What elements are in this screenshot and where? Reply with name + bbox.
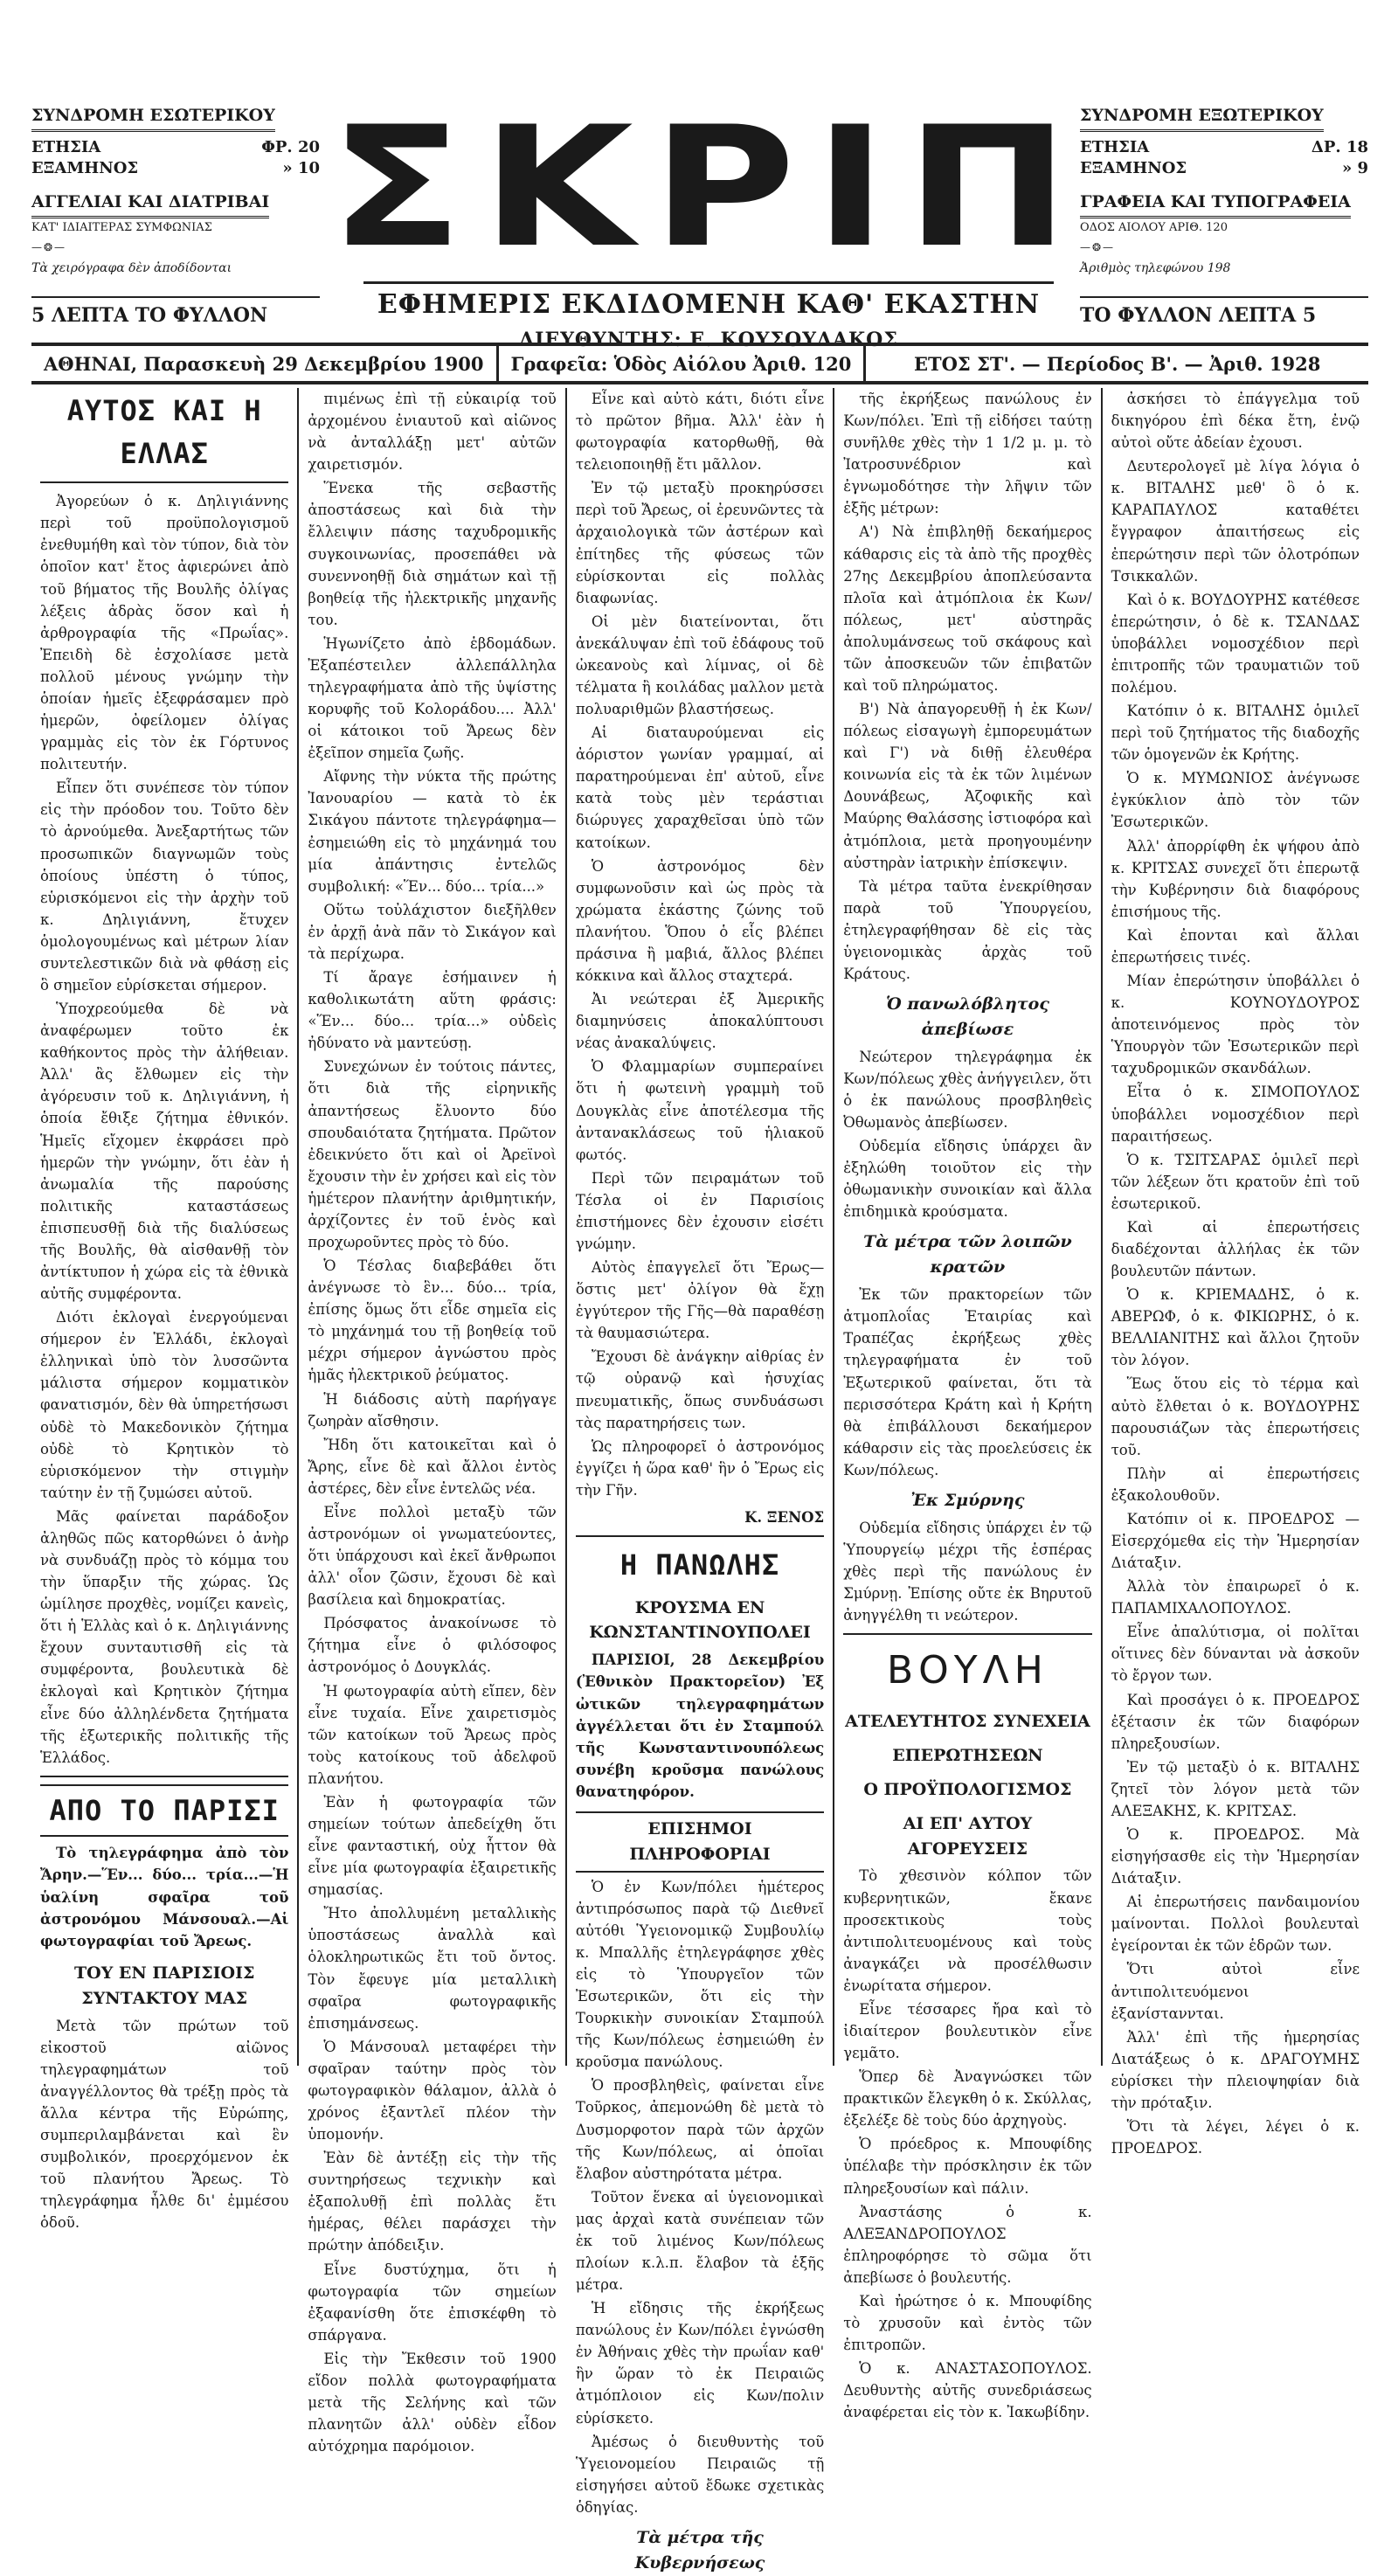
paragraph: Ἐκ τῶν πρακτορείων τῶν ἀτμοπλοΐας Ἑταιρίας καὶ Τραπέζας ἐκρήξεως χθὲς τηλεγραφήματα ἐν τοῦ Ἐξωτερικοῦ φαίνεται, ὅτι τὰ περισσότερα Κράτη καὶ ἡ Κρήτη θὰ ἐπιβάλλουσι δεκαήμερον κάθαρσιν εἰς τὰς προελεύσεις ἐκ Κων/πόλεως.: [843, 1286, 1092, 1478]
issue-price-left: 5 ΛΕΠΤΑ ΤΟ ΦΥΛΛΟΝ: [31, 296, 320, 329]
divider: [40, 481, 288, 483]
article-subheading: ΚΡΟΥΣΜΑ ΕΝ ΚΩΝΣΤΑΝΤΙΝΟΥΠΟΛΕΙ: [589, 1597, 811, 1643]
paragraph: Ὁ ἐν Κων/πόλει ἡμέτερος ἀντιπρόσωπος παρὰ τῷ Διεθνεῖ αὐτόθι Ὑγειονομικῷ Συμβουλίῳ κ. Μπαλλῆς ἐτηλεγράφησε χθὲς εἰς τὸ Ὑπουργεῖον τῶν Ἐσωτερικῶν, ὅτι εἰς τὴν Τουρκικὴν συνοικίαν Σταμπούλ τῆς Κων/πόλεως ἐσημειώθη ἐν κροῦσμα πανώλους.: [575, 1878, 825, 2071]
paragraph: Ἀλλ' ἀπορρίφθη ἐκ ψήφου ἀπὸ κ. ΚΡΙΤΣΑΣ συνεχεῖ ὅτι ἐπερωτᾷ τὴν Κυβέρνησιν διὰ διαφόρους ἐπισήμους τῆς.: [1111, 837, 1360, 920]
subscription-domestic-box: [31, 105, 320, 329]
paragraph: Πλὴν αἱ ἐπερωτήσεις ἐξακολουθοῦν.: [1111, 1465, 1360, 1504]
semiannual-label: ΕΞΑΜΗΝΟΣ: [31, 158, 139, 177]
paragraph: Νεώτερον τηλεγράφημα ἐκ Κων/πόλεως χθὲς ἀνήγγειλεν, ὅτι ὁ ἐκ πανώλους προσβληθεὶς Ὀθωμανὸς ἀπεβίωσεν.: [843, 1048, 1092, 1132]
issue-number: ΕΤΟΣ ΣΤ'. — Περίοδος Β'. — Ἀριθ. 1928: [914, 352, 1321, 375]
column-2: [299, 388, 566, 2455]
parliament-headline: ΒΟΥΛΗ: [886, 1648, 1048, 1693]
paragraph: Ὁ κ. ΤΣΙΤΣΑΡΑΣ ὁμιλεῖ περὶ τῶν λέξεων ὅτι κρατοῦν ἐπὶ τοῦ ἐσωτερικοῦ.: [1111, 1151, 1360, 1212]
column-3: [567, 388, 834, 2573]
paragraph: Εἶνε ἀπαλύτισμα, οἱ πολῖται οἵτινες δὲν δύνανται νὰ ἀσκοῦν τὸ ἔργον των.: [1111, 1624, 1360, 1685]
paragraph: Οὐδεμία εἴδησις ὑπάρχει ἂν ἐξηλώθη τοιοῦτον εἰς τὴν ὀθωμανικὴν συνοικίαν καὶ ἄλλα ἐπιδημικὰ κρούσματα.: [843, 1138, 1092, 1221]
paragraph: Οὐδεμία εἴδησις ὑπάρχει ἐν τῷ Ὑπουργείῳ μέχρι τῆς ἑσπέρας χθὲς περὶ τῆς πανώλους ἐν Σμύρνῃ. Ἐπίσης οὔτε ἐκ Βηρυτοῦ ἀνηγγέλθη τι νεώτερον.: [843, 1519, 1092, 1624]
paragraph: Εἶνε πολλοὶ μεταξὺ τῶν ἀστρονόμων οἱ γνωματεύοντες, ὅτι ὑπάρχουσι καὶ ἐκεῖ ἄνθρωποι ἀλλ' οἷον ζῶσιν, ἔχουσι δὲ καὶ βασίλεια καὶ δημοκρατίας.: [308, 1503, 557, 1609]
subscription-foreign-box: [1080, 105, 1368, 329]
article-subheading: ΤΟΥ ΕΝ ΠΑΡΙΣΙΟΙΣ ΣΥΝΤΑΚΤΟΥ ΜΑΣ: [74, 1963, 255, 2008]
paragraph: Ὁ πρόεδρος κ. Μπουφίδης ὑπέλαβε τὴν πρόσκλησιν ἐκ τῶν πληρεξουσίων καὶ πάλιν.: [843, 2136, 1092, 2197]
paragraph: Τοῦτον ἕνεκα αἱ ὑγειονομικαὶ μας ἀρχαὶ κατὰ συνέπειαν τῶν ἐκ τοῦ λιμένος Κων/πόλεως πλοίων κ.λ.π. ἔλαβον τὰ ἑξῆς μέτρα.: [575, 2188, 825, 2294]
paragraph: Καὶ ὁ κ. ΒΟΥΔΟΥΡΗΣ κατέθεσε ἐπερώτησιν, ὁ δὲ κ. ΤΣΑΝΔΑΣ ὑποβάλλει νομοσχέδιον περὶ ἐπιτροπῆς τῶν τραυματιῶν τοῦ πολέμου.: [1111, 591, 1360, 696]
paragraph: Πρόσφατος ἀνακοίνωσε τὸ ζήτημα εἶνε ὁ φιλόσοφος ἀστρονόμος ὁ Δουγκλάς.: [308, 1615, 557, 1676]
subscription-domestic-heading: ΣΥΝΔΡΟΜΗ ΕΣΩΤΕΡΙΚΟΥ: [31, 105, 275, 132]
paragraph: Ἐν τῷ μεταξὺ ὁ κ. ΒΙΤΑΛΗΣ ζητεῖ τὸν λόγον μετὰ τῶν ΑΛΕΞΑΚΗΣ, Κ. ΚΡΙΤΣΑΣ.: [1111, 1758, 1360, 1819]
paragraph: Ἤδη ὅτι κατοικεῖται καὶ ὁ Ἄρης, εἶνε δὲ καὶ ἄλλοι ἐντὸς ἀστέρες, δὲν εἶνε ἐντελῶς νέα.: [308, 1436, 557, 1497]
paragraph: τῆς ἐκρήξεως πανώλους ἐν Κων/πόλει. Ἐπὶ τῇ εἰδήσει ταύτῃ συνῆλθε χθὲς τὴν 1 1/2 μ. μ. τὸ Ἰατροσυνέδριον καὶ ἐγνωμοδότησε τὴν λῆψιν τῶν ἑξῆς μέτρων:: [843, 391, 1092, 517]
column-4: [834, 388, 1102, 2421]
subscription-annual-row: [31, 137, 320, 158]
manuscripts-note: Τὰ χειρόγραφα δὲν ἀποδίδονται: [31, 260, 232, 275]
article-lead: ΠΑΡΙΣΙΟΙ, 28 Δεκεμβρίου (Ἐθνικὸν Πρακτορεῖον) Ἐξ ὠτικῶν τηλεγραφημάτων ἀγγέλλεται ὅτι ἐν Σταμπούλ τῆς Κωνσταντινουπόλεως συνέβη κροῦσμα πανώλους θανατηφόρον.: [575, 1652, 825, 1800]
article-headline: ΑΥΤΟΣ ΚΑΙ Η ΕΛΛΑΣ: [66, 394, 262, 470]
section-subheading: Τὰ μέτρα τῶν λοιπῶν κρατῶν: [863, 1232, 1072, 1278]
paragraph: Ἡ διάδοσις αὐτὴ παρήγαγε ζωηρὰν αἴσθησιν.: [308, 1390, 557, 1430]
paragraph: Μᾶς φαίνεται παράδοξον ἀληθῶς πῶς κατορθώνει ὁ ἀνὴρ νὰ συνδυάζῃ πρὸς τὸ κόμμα του τὴν ὕπαρξιν τῆς χώρας. Ὡς ὡμίλησε προχθὲς, νομίζει κανεὶς, ὅτι ἡ Ἑλλὰς καὶ ὁ κ. Δηλιγιάννης ἔχουν συνταυτισθῆ εἰς τὰ συμφέροντα, βουλευτικὰ δὲ ἐκλογαὶ καὶ Κρητικὸν ζήτημα εἶνε δύο ἀλληλένδετα ζητήματα τῆς ἐξωτερικῆς πολιτικῆς τῆς Ἑλλάδος.: [40, 1507, 289, 1766]
paragraph: Ἀμέσως ὁ διευθυντὴς τοῦ Ὑγειονομείου Πειραιῶς τῇ εἰσηγήσει αὐτοῦ ἔδωκε σχετικὰς ὁδηγίας.: [575, 2433, 825, 2516]
issue-price-right: ΤΟ ΦΥΛΛΟΝ ΛΕΠΤΑ 5: [1080, 296, 1368, 329]
paragraph: Διότι ἐκλογαὶ ἐνεργούμεναι σήμερον ἐν Ἑλλάδι, ἐκλογαὶ ἑλληνικαὶ ὑπὸ τὸν λυσσῶντα μάλιστα σήμερον κομματικὸν φανατισμόν, δὲν θὰ ὑπηρετήσωσι οὐδὲ τὸ Μακεδονικὸν ζήτημα οὐδὲ τὸ Κρητικὸν τὸ εὑρισκόμενον τὴν στιγμὴν ταύτην ἐν τῇ ζυμώσει αὐτοῦ.: [40, 1309, 289, 1501]
foreign-semiannual-row: [1080, 158, 1368, 179]
column-1: [31, 388, 299, 2232]
article-lead: Τὸ τηλεγράφημα ἀπὸ τὸν Ἄρην.—Ἕν... δύο... τρία...—Ἡ ὑαλίνη σφαῖρα τοῦ ἀστρονόμου Μάνσουαλ.—Αἱ φωτογραφίαι τοῦ Ἄρεως.: [40, 1845, 289, 1949]
paragraph: Ὁ Μάνσουαλ μεταφέρει τὴν σφαῖραν ταύτην πρὸς τὸν φωτογραφικὸν θάλαμον, ἀλλὰ ὁ χρόνος ἐξαντλεῖ πλέον τὴν ὑπομονήν.: [308, 2038, 557, 2143]
offices-line: Γραφεῖα: Ὁδὸς Αἰόλου Ἀριθ. 120: [499, 346, 867, 381]
paragraph: Εἶνε τέσσαρες ἤρα καὶ τὸ ἰδιαίτερον βουλευτικὸν εἶνε γεμᾶτο.: [843, 2000, 1092, 2062]
paragraph: Καὶ ἠρώτησε ὁ κ. Μπουφίδης τὸ χρυσοῦν καὶ ἐντὸς τῶν ἐπιτροπῶν.: [843, 2292, 1092, 2354]
article-columns: [31, 388, 1368, 2573]
paragraph: Ἐν τῷ μεταξὺ προκηρύσσει περὶ τοῦ Ἄρεως, οἱ ἐρευνῶντες τὰ ἀρχαιολογικὰ τῶν ἀστέρων καὶ ἐπίτηδες τῆς φύσεως τῶν εὑρίσκονται εἰς πολλὰς διαφωνίας.: [575, 480, 825, 606]
paragraph: Ἀλλ' ἐπὶ τῆς ἡμερησίας Διατάξεως ὁ κ. ΔΡΑΓΟΥΜΗΣ εὑρίσκει τὴν πλειοψηφίαν διὰ τὴν πρόταξιν.: [1111, 2028, 1360, 2111]
paragraph: Ὅτι αὐτοὶ εἶνε ἀντιπολιτευόμενοι ἐξανίσταννται.: [1111, 1961, 1360, 2022]
paragraph: Κατόπιν οἱ κ. ΠΡΟΕΔΡΟΣ — Εἰσερχόμεθα εἰς τὴν Ἡμερησίαν Διάταξιν.: [1111, 1510, 1360, 1572]
paragraph: Συνεχώνων ἐν τούτοις πάντες, ὅτι διὰ τῆς εἰρηνικῆς ἀπαντήσεως ἔλυοντο δύο σπουδαιότατα ζητήματα. Πρῶτον ἐδεικνύετο ὅτι καὶ οἱ Ἀρεϊνοὶ ἔχουσιν τὴν ἐν χρήσει καὶ εἰς τὸν ἡμέτερον πλανήτην ἀριθμητικήν, ἀρχίζοντες ἐν τοῦ ἑνὸς καὶ προχωροῦντες πρὸς τὸ δύο.: [308, 1058, 557, 1250]
foreign-annual-label: ΕΤΗΣΙΑ: [1080, 137, 1150, 156]
paragraph: Ἤτο ἀπολλυμένη μεταλλικὴς ὑποστάσεως ἀναλλὰ καὶ ὁλοκληρωτικῶς ἔτι τοῦ ὄντος. Τὸν ἔφευγε μία μεταλλικὴ σφαῖρα φωτογραφικῆς ἐπισημάνσεως.: [308, 1905, 557, 2032]
ads-subheading: ΚΑΤ' ΙΔΙΑΙΤΕΡΑΣ ΣΥΜΦΩΝΙΑΣ: [31, 220, 212, 234]
paragraph: Αὐτὸς ἐπαγγελεῖ ὅτι Ἔρως—ὅστις μετ' ὀλίγον θὰ ἔχῃ ἐγγύτερον τῆς Γῆς—θὰ παραθέσῃ τὰ θαυμασιώτερα.: [575, 1259, 825, 1342]
newspaper-subtitle: ΕΦΗΜΕΡΙΣ ΕΚΔΙΔΟΜΕΝΗ ΚΑΘ' ΕΚΑΣΤΗΝ: [363, 281, 1054, 320]
subscription-semiannual-row: [31, 158, 320, 179]
paragraph: Καὶ αἱ ἐπερωτήσεις διαδέχονται ἀλλήλας ἐκ τῶν βουλευτῶν πάντων.: [1111, 1218, 1360, 1280]
paragraph: Ἐὰν δὲ ἀντέξῃ εἰς τὴν τῆς συντηρήσεως τεχνικὴν καὶ ἐξαπολυθῇ ἐπὶ πολλὰς ἔτι ἡμέρας, θέλει παράσχει τὴν πρώτην ἀπόδειξιν.: [308, 2150, 557, 2254]
divider: [843, 1633, 1091, 1635]
paragraph: Δευτερολογεῖ μὲ λίγα λόγια ὁ κ. ΒΙΤΑΛΗΣ μεθ' ὃ ὁ κ. ΚΑΡΑΠΑΥΛΟΣ καταθέτει ἔγγραφον ἀπαιτήσεως εἰς ἐπερώτησιν περὶ τῶν ὁλοτρόπων Τσικκαλῶν.: [1111, 458, 1360, 585]
article-headline: ΑΠΟ ΤΟ ΠΑΡΙΣΙ: [40, 1784, 288, 1838]
article-headline: Η ΠΑΝΩΛΗΣ: [619, 1548, 780, 1582]
ornament: —❂—: [1080, 241, 1116, 254]
foreign-semiannual-price: » 9: [1341, 158, 1368, 177]
paragraph: Ὅπερ δὲ Ἀναγνώσκει τῶν πρακτικῶν ἔλεγκθη ὁ κ. Σκύλλας, ἐξελέξε δὲ τοὺς δύο ἀρχηγοὺς.: [843, 2068, 1092, 2129]
paragraph: Ἀναστάσης ὁ κ. ΑΛΕΞΑΝΔΡΟΠΟΥΛΟΣ ἐπληροφόρησε τὸ σῶμα ὅτι ἀπεβίωσε ὁ βουλευτής.: [843, 2203, 1092, 2286]
foreign-semiannual-label: ΕΞΑΜΗΝΟΣ: [1080, 158, 1187, 177]
foreign-annual-row: [1080, 137, 1368, 158]
paragraph: Καὶ προσάγει ὁ κ. ΠΡΟΕΔΡΟΣ ἐξέτασιν ἐκ τῶν διαφόρων πληρεξουσίων.: [1111, 1691, 1360, 1752]
paragraph: Α') Νὰ ἐπιβληθῇ δεκαήμερος κάθαρσις εἰς τὰ ἀπὸ τῆς προχθὲς 27ης Δεκεμβρίου ἀποπλεύσαντα πλοῖα καὶ ἀτμόπλοια ἐκ Κων/πόλεως, μετ' αὐστηρᾶς ἀπολυμάνσεως τοῦ σκάφους καὶ τῶν ἀποσκευῶν τῶν ἐπιβατῶν καὶ τοῦ πληρώματος.: [843, 523, 1092, 695]
paragraph: Κατόπιν ὁ κ. ΒΙΤΑΛΗΣ ὁμιλεῖ περὶ τοῦ ζητήματος τῆς διαδοχῆς τῶν ὁμογενῶν ἐκ Κρήτης.: [1111, 703, 1360, 764]
offices-address: ΟΔΟΣ ΑΙΟΛΟΥ ΑΡΙΘ. 120: [1080, 220, 1228, 234]
paragraph: Ἡ φωτογραφία αὐτὴ εἴπεν, δὲν εἶνε τυχαία. Εἶνε χαιρετισμὸς τῶν κατοίκων τοῦ Ἄρεως πρὸς τοὺς κατοίκους τοῦ ἀδελφοῦ πλανήτου.: [308, 1682, 557, 1787]
author-signature: Κ. ΞΕΝΟΣ: [744, 1508, 825, 1526]
paragraph: Εἰς τὴν Ἔκθεσιν τοῦ 1900 εἴδον πολλὰ φωτογραφήματα μετὰ τῆς Σελήνης καὶ τῶν πλανητῶν ἀλλ' οὐδὲν εἶδον αὐτόχρημα παρόμοιον.: [308, 2350, 557, 2455]
paragraph: Ὅτι τὰ λέγει, λέγει ὁ κ. ΠΡΟΕΔΡΟΣ.: [1111, 2118, 1360, 2157]
section-subheading: Ὁ πανωλόβλητος ἀπεβίωσε: [885, 994, 1049, 1039]
annual-label: ΕΤΗΣΙΑ: [31, 137, 101, 156]
paragraph: Εἶτα ὁ κ. ΣΙΜΟΠΟΥΛΟΣ ὑποβάλλει νομοσχέδιον περὶ παραιτήσεως.: [1111, 1084, 1360, 1145]
paragraph: Ὁ κ. ΑΝΑΣΤΑΣΟΠΟΥΛΟΣ. Δευθυντὴς αὐτῆς συνεδριάσεως ἀναφέρεται εἰς τὸν κ. Ἰακωβίδην.: [843, 2360, 1092, 2421]
ornament: —❂—: [31, 241, 67, 254]
paragraph: Τί ἄραγε ἐσήμαινεν ἡ καθολικωτάτη αὕτη φράσις: «Ἕν... δύο... τρία...» οὐδεὶς ἠδύνατο νὰ μαντεύσῃ.: [308, 969, 557, 1052]
paragraph: Καὶ ἐπονται καὶ ἄλλαι ἐπερωτήσεις τινές.: [1111, 926, 1360, 966]
paragraph: Ἀγορεύων ὁ κ. Δηλιγιάννης περὶ τοῦ προϋπολογισμοῦ ἐνεθυμήθη καὶ τὸν τύπον, διὰ τὸν ὁποῖον κατ' ἔτος ἀφιερώνει ἀπὸ τοῦ βήματος τῆς Βουλῆς ὀλίγας λέξεις ἀδρὰς ὅσον καὶ ἡ ἀρθρογραφία τῆς «Πρωΐας». Ἐπειδὴ δὲ ἐσχολίασε μετὰ πολλοῦ μένους γνώμην τὴν ὁποίαν ἡμεῖς ἐξεφράσαμεν πρὸ ἡμερῶν, ὀφείλομεν ὀλίγας γραμμὰς εἰς τὸν ἐκ Γόρτυνος πολιτευτήν.: [40, 493, 289, 773]
article-subheading: ΑΤΕΛΕΥΤΗΤΟΣ ΣΥΝΕΧΕΙΑ: [845, 1712, 1090, 1732]
paragraph: Ἀι νεώτεραι ἐξ Ἀμερικῆς διαμηνύσεις ἀποκαλύπτουσι νέας ἀνακαλύψεις.: [575, 991, 825, 1052]
paragraph: Β') Νὰ ἀπαγορευθῇ ἡ ἐκ Κων/πόλεως εἰσαγωγὴ ἐμπορευμάτων καὶ Γ') νὰ διθῇ ἐλευθέρα κοινωνία εἰς τὰ ἐκ τῶν λιμένων Δουνάβεως, Ἀζοφικῆς καὶ Μαύρης Θαλάσσης ἱστιοφόρα καὶ ἀτμόπλοια, μετὰ προηγουμένην αὐστηρὰν ἰατρικὴν ἐπίσκεψιν.: [843, 701, 1092, 871]
paragraph: Ὁ κ. ΚΡΙΕΜΑΔΗΣ, ὁ κ. ΑΒΕΡΩΦ, ὁ κ. ΦΙΚΙΩΡΗΣ, ὁ κ. ΒΕΛΛΙΑΝΙΤΗΣ καὶ ἄλλοι ζητοῦν τὸν λόγον.: [1111, 1286, 1360, 1369]
article-subheading: ΕΠΕΡΩΤΗΣΕΩΝ: [892, 1745, 1043, 1765]
paragraph: Ὁ κ. ΠΡΟΕΔΡΟΣ. Μὰ εἰσηγήσασθε εἰς τὴν Ἡμερησίαν Διάταξιν.: [1111, 1826, 1360, 1887]
paragraph: Οὕτω τοὐλάχιστον διεξῆλθεν ἐν ἀρχῇ ἀνὰ πᾶν τὸ Σικάγον καὶ τὰ περίχωρα.: [308, 901, 557, 962]
paragraph: Εἶπεν ὅτι συνέπεσε τὸν τύπον εἰς τὴν πρόοδον του. Τοῦτο δὲν τὸ ἀρνούμεθα. Ἀνεξαρτήτως τῶν προσωπικῶν διαγνωμῶν τοὺς ὁποίους ὑπέστη ὁ τύπος, εὑρισκόμενοι εἰς τὴν ἀρχὴν τοῦ κ. Δηλιγιάννη, ἔτυχεν ὁμολογουμένως καὶ μέτρων λίαν συντελεστικῶν διὰ νὰ φθάσῃ εἰς ὃ σημεῖον εὑρίσκεται σήμερον.: [40, 779, 289, 994]
paragraph: Ἐὰν ἡ φωτογραφία τῶν σημείων τούτων ἀπεδείχθη ὅτι εἶνε φανταστική, οὐχ ἧττον θὰ εἶνε μία φωτογραφία ἐξαιρετικῆς σημασίας.: [308, 1793, 557, 1899]
section-box-heading: ΕΠΙΣΗΜΟΙ ΠΛΗΡΟΦΟΡΙΑΙ: [576, 1811, 824, 1873]
paragraph: Ἕνεκα τῆς σεβαστῆς ἀποστάσεως καὶ διὰ τὴν ἔλλειψιν πάσης ταχυδρομικῆς συγκοινωνίας, προσεπάθει νὰ συνεννοηθῇ διὰ σημάτων καὶ τῇ βοηθείᾳ τῆς ἠλεκτρικῆς μηχανῆς του.: [308, 480, 557, 628]
paragraph: Εἶνε καὶ αὐτὸ κάτι, διότι εἶνε τὸ πρῶτον βῆμα. Ἀλλ' ἐὰν ἡ φωτογραφία κατορθωθῇ, θὰ τελειοποιηθῇ ἔτι μᾶλλον.: [575, 391, 825, 474]
paragraph: Ἕως ὅτου εἰς τὸ τέρμα καὶ αὐτὸ ἔλθεται ὁ κ. ΒΟΥΔΟΥΡΗΣ παρουσιάζων τὰς ἐπερωτήσεις τοῦ.: [1111, 1375, 1360, 1458]
paragraph: Ὁ προσβληθεὶς, φαίνεται εἶνε Τοῦρκος, ἀπεμονώθη δὲ μετὰ τὸ Δυσμορφοτον παρὰ τῶν ἀρχῶν τῆς Κων/πόλεως, αἱ ὁποῖαι ἔλαβον αὐστηρότατα μέτρα.: [575, 2077, 825, 2182]
paragraph: Ὁ κ. ΜΥΜΩΝΙΟΣ ἀνέγνωσε ἐγκύκλιον ἀπὸ τὸν τῶν Ἐσωτερικῶν.: [1111, 770, 1360, 831]
paragraph: Μίαν ἐπερώτησιν ὑποβάλλει ὁ κ. ΚΟΥΝΟΥΔΟΥΡΟΣ ἀποτεινόμενος πρὸς τὸν Ὑπουργὸν τῶν Ἐσωτερικῶν περὶ ταχυδρομικῶν σκανδάλων.: [1111, 973, 1360, 1077]
paragraph: Ὑποχρεούμεθα δὲ νὰ ἀναφέρωμεν τοῦτο ἐκ καθήκοντος πρὸς τὴν ἀλήθειαν. Ἀλλ' ἂς ἔλθωμεν εἰς τὴν ἀγόρευσιν τοῦ κ. Δηλιγιάννη, ἡ ὁποία ἔθιξε ζήτημα ἐθνικόν. Ἡμεῖς εἴχομεν ἐκφράσει πρὸ ἡμερῶν τὴν γνώμην, ὅτι ἐὰν ἡ ἀνωμαλία τῆς παρούσης πολιτικῆς καταστάσεως ἐπισπευσθῇ διὰ τῆς διαλύσεως τῆς Βουλῆς, θὰ αἰσθανθῇ τὸν ἀντίκτυπον ἡ χώρα εἰς τὰ ἐθνικὰ αὐτῆς συμφέροντα.: [40, 1001, 289, 1303]
article-subheading: ΑΙ ΕΠ' ΑΥΤΟΥ ΑΓΟΡΕΥΣΕΙΣ: [903, 1813, 1033, 1859]
divider: [40, 1776, 288, 1777]
divider: [576, 1535, 824, 1537]
paragraph: Περὶ τῶν πειραμάτων τοῦ Τέσλα οἱ ἐν Παρισίοις ἐπιστήμονες δὲν ἐχουσιν εἰσέτι γνώμην.: [575, 1169, 825, 1252]
paragraph: Ὁ Φλαμμαρίων συμπεραίνει ὅτι ἡ φωτεινὴ γραμμὴ τοῦ Δουγκλὰς εἶνε ἀποτέλεσμα τῆς ἀντανακλάσεως τοῦ ἡλιακοῦ φωτός.: [575, 1058, 825, 1163]
paragraph: Τὰ μέτρα ταῦτα ἐνεκρίθησαν παρὰ τοῦ Ὑπουργείου, ἐτηλεγραφήθησαν δὲ εἰς τὰς ὑγειονομικὰς ἀρχὰς τοῦ Κράτους.: [843, 877, 1092, 983]
paragraph: Αἱ διαταυρούμεναι εἰς ἀόριστον γωνίαν γραμμαί, αἱ παρατηρούμεναι ἐπ' αὐτοῦ, εἶνε κατὰ τοὺς μὲν τεράστιαι διώρυγες χαραχθεῖσαι ὑπὸ τῶν κατοίκων.: [575, 724, 825, 851]
director-line: ΔΙΕΥΘΥΝΤΗΣ: Ε. ΚΟΥΣΟΥΛΑΚΟΣ: [519, 329, 898, 351]
paragraph: Ὁ ἀστρονόμος δὲν συμφωνοῦσιν καὶ ὡς πρὸς τὰ χρώματα ἑκάστης ζώνης τοῦ πλανήτου. Ὅπου ὁ εἷς βλέπει πράσινα ἢ μαβιά, ἄλλος βλέπει κόκκινα καὶ ἄλλος σταχτερά.: [575, 857, 825, 985]
article-subheading: Ο ΠΡΟΫΠΟΛΟΓΙΣΜΟΣ: [863, 1779, 1072, 1799]
title-block: [329, 91, 1089, 351]
section-subheading: Ἐκ Σμύρνης: [910, 1490, 1025, 1510]
paragraph: Τὸ χθεσινὸν κόλπον τῶν κυβερνητικῶν, ἔκανε προσεκτικοὺς τοὺς ἀντιπολιτευομένους καὶ τοὺς ἀναγκάζει νὰ προσέλθωσιν ἐνωρίτατα σήμερον.: [843, 1867, 1092, 1994]
paragraph: Μετὰ τῶν πρώτων τοῦ εἰκοστοῦ αἰῶνος τηλεγραφημάτων τοῦ ἀναγγέλλοντος θὰ τρέξῃ πρὸς τὰ ἄλλα κέντρα τῆς Εὐρώπης, συμπεριλαμβάνεται καὶ ἓν συμβολικόν, προερχόμενον ἐκ τοῦ πλανήτου Ἄρεως. Τὸ τηλεγράφημα ἦλθε δι' ἐμμέσου ὁδοῦ.: [40, 2017, 289, 2232]
ads-heading: ΑΓΓΕΛΙΑΙ ΚΑΙ ΔΙΑΤΡΙΒΑΙ: [31, 191, 269, 218]
paragraph: Ἔχουσι δὲ ἀνάγκην αἰθρίας ἐν τῷ οὐρανῷ καὶ ἡσυχίας πνευματικῆς, ὅπως συνδυάσωσι τὰς παρατηρήσεις των.: [575, 1348, 825, 1431]
subscription-foreign-heading: ΣΥΝΔΡΟΜΗ ΕΞΩΤΕΡΙΚΟΥ: [1080, 105, 1324, 132]
paragraph: Ἡγωνίζετο ἀπὸ ἑβδομάδων. Ἐξαπέστειλεν ἀλλεπάλληλα τηλεγραφήματα ἀπὸ τῆς ὑψίστης κορυφῆς τοῦ Κολοράδου.... Ἀλλ' οἱ κάτοικοι τοῦ Ἄρεως δὲν ἐξεῖπον σημεῖα ζωῆς.: [308, 634, 557, 762]
paragraph: Εἶνε δυστύχημα, ὅτι ἡ φωτογραφία τῶν σημείων ἐξαφανίσθη ὅτε ἐπισκέφθη τὸ σπάργανα.: [308, 2261, 557, 2344]
newspaper-title: ΣΚΡΙΠ: [329, 91, 1089, 284]
offices-heading: ΓΡΑΦΕΙΑ ΚΑΙ ΤΥΠΟΓΡΑΦΕΙΑ: [1080, 191, 1351, 218]
section-subheading: Τὰ μέτρα τῆς Κυβερνήσεως: [634, 2527, 765, 2573]
paragraph: Ἡ εἴδησις τῆς ἐκρήξεως πανώλους ἐν Κων/πόλει ἐγνώσθη ἐν Ἀθήναις χθὲς τὴν πρωΐαν καθ' ἣν ὥραν τὸ ἐκ Πειραιῶς ἀτμόπλοιον εἰς Κων/πολιν εὑρίσκετο.: [575, 2300, 825, 2427]
dateline-bar: [31, 343, 1368, 384]
paragraph: Ὁ Τέσλας διαβεβάθει ὅτι ἀνέγνωσε τὸ ἓν... δύο... τρία, ἐπίσης ὅμως ὅτι εἶδε σημεῖα εἰς τὸ μηχάνημά του τῇ βοηθείᾳ τοῦ μέχρι σήμερον ἀγνώστου πρὸς ἡμᾶς ἠλεκτρικοῦ ῥεύματος.: [308, 1257, 557, 1384]
paragraph: πιμένως ἐπὶ τῇ εὐκαιρίᾳ τοῦ ἀρχομένου ἐνιαυτοῦ καὶ αἰῶνος νὰ ἀνταλλάξῃ μετ' αὐτῶν χαιρετισμόν.: [308, 391, 557, 474]
phone-number: Ἀριθμὸς τηλεφώνου 198: [1080, 260, 1231, 275]
paragraph: Ἀλλὰ τὸν ἐπαιρωρεῖ ὁ κ. ΠΑΠΑΜΙΧΑΛΟΠΟΥΛΟΣ.: [1111, 1578, 1360, 1617]
column-5: [1103, 388, 1368, 2157]
paragraph: ἀσκήσει τὸ ἐπάγγελμα τοῦ δικηγόρου ἐπὶ δέκα ἔτη, ἐνῷ αὐτοὶ οὔτε ἀδείαν ἐχουσι.: [1111, 391, 1360, 452]
semiannual-price: » 10: [282, 158, 320, 177]
place-date: ΑΘΗΝΑΙ, Παρασκευὴ 29 Δεκεμβρίου 1900: [31, 346, 499, 381]
paragraph: Ὡς πληροφορεῖ ὁ ἀστρονόμος ἐγγίζει ἡ ὥρα καθ' ἣν ὁ Ἔρως εἰς τὴν Γῆν.: [575, 1437, 825, 1499]
paragraph: Αἴφνης τὴν νύκτα τῆς πρώτης Ἰανουαρίου — κατὰ τὸ ἐκ Σικάγου πάντοτε τηλεγράφημα—ἐσημειώθη εἰς τὸ μηχάνημά του μία ἀπάντησις ἐντελῶς συμβολική: «Ἕν... δύο... τρία...»: [308, 768, 557, 895]
paragraph: Αἱ ἐπερωτήσεις πανδαιμονίου μαίνονται. Πολλοὶ βουλευταὶ ἐγείρονται ἐκ τῶν ἑδρῶν των.: [1111, 1894, 1360, 1955]
paragraph: Οἱ μὲν διατείνονται, ὅτι ἀνεκάλυψαν ἐπὶ τοῦ ἐδάφους τοῦ ὠκεανοὺς καὶ λίμνας, οἱ δὲ τέλματα ἢ κοιλάδας μαλλον μετὰ πολυαριθμῶν βλαστήσεως.: [575, 613, 825, 718]
annual-price: ΦΡ. 20: [261, 137, 320, 156]
foreign-annual-price: ΔΡ. 18: [1311, 137, 1368, 156]
